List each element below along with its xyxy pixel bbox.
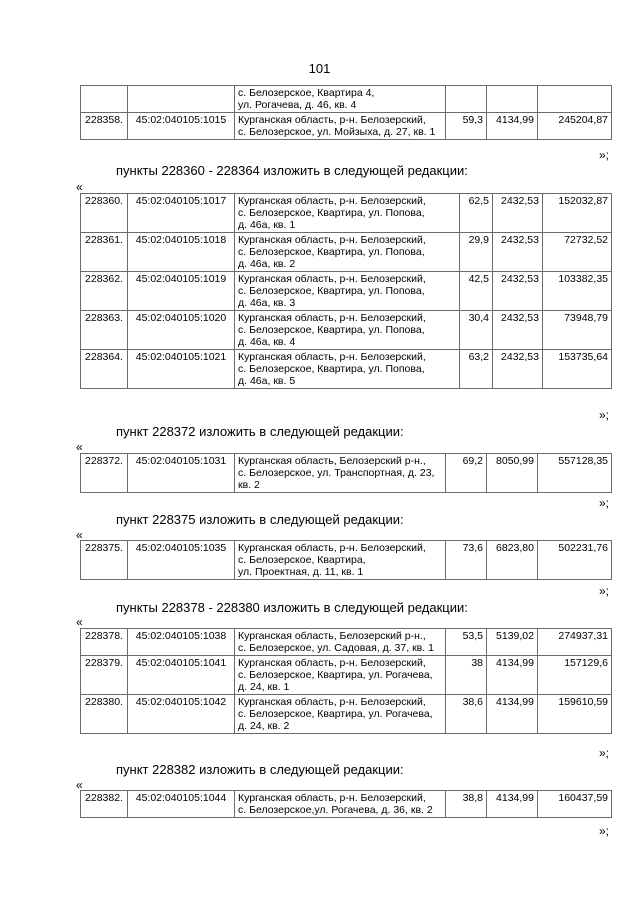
unit-price-cell: 4134,99 — [487, 695, 538, 734]
address-line: Курганская область, р-н. Белозерский, — [238, 542, 426, 554]
address-cell — [235, 233, 460, 272]
amendment-lead-228375: пункт 228375 изложить в следующей редакции: — [116, 512, 404, 527]
unit-price-cell — [487, 86, 538, 113]
table-row — [81, 233, 612, 272]
address-cell — [235, 113, 446, 140]
address-line: д. 46а, кв. 4 — [238, 336, 296, 348]
registry-table-4 — [80, 628, 612, 734]
amendment-lead-228360: пункты 228360 - 228364 изложить в следующей редакции: — [116, 163, 468, 178]
cadastral-value-cell: 72732,52 — [543, 233, 612, 272]
address-line: с. Белозерское, ул. Мойзыха, д. 27, кв. 1 — [238, 126, 436, 138]
unit-price-cell: 2432,53 — [493, 350, 543, 389]
cadastral-number-cell: 45:02:040105:1019 — [128, 272, 235, 311]
area-cell: 69,2 — [446, 454, 487, 493]
address-cell — [235, 272, 460, 311]
table-row — [81, 311, 612, 350]
table-row — [81, 656, 612, 695]
closing-quote: »; — [598, 148, 609, 162]
address-line: с. Белозерское, Квартира, ул. Рогачева, — [238, 669, 433, 681]
area-cell: 38 — [446, 656, 487, 695]
row-number-cell — [81, 86, 128, 113]
address-line: кв. 2 — [238, 479, 260, 491]
opening-quote: « — [76, 778, 83, 792]
table-row — [81, 791, 612, 818]
cadastral-number-cell: 45:02:040105:1035 — [128, 541, 235, 580]
area-cell: 30,4 — [460, 311, 493, 350]
address-line: Курганская область, р-н. Белозерский, — [238, 195, 426, 207]
table-row — [81, 629, 612, 656]
table-row — [81, 454, 612, 493]
cadastral-number-cell: 45:02:040105:1017 — [128, 194, 235, 233]
address-line: с. Белозерское, Квартира, ул. Попова, — [238, 363, 425, 375]
cadastral-number-cell: 45:02:040105:1038 — [128, 629, 235, 656]
unit-price-cell: 4134,99 — [487, 791, 538, 818]
address-line: д. 24, кв. 1 — [238, 681, 290, 693]
table-row — [81, 350, 612, 389]
cadastral-number-cell: 45:02:040105:1018 — [128, 233, 235, 272]
cadastral-value-cell: 103382,35 — [543, 272, 612, 311]
page-number: 101 — [308, 61, 331, 76]
cadastral-number-cell: 45:02:040105:1031 — [128, 454, 235, 493]
opening-quote: « — [76, 528, 83, 542]
address-line: д. 46а, кв. 2 — [238, 258, 296, 270]
table-row — [81, 695, 612, 734]
registry-table-3 — [80, 540, 612, 580]
address-line: ул. Рогачева, д. 46, кв. 4 — [238, 99, 357, 111]
row-number-cell: 228378. — [81, 629, 128, 656]
address-line: Курганская область, Белозерский р-н., — [238, 455, 426, 467]
cadastral-value-cell: 502231,76 — [538, 541, 612, 580]
address-line: с. Белозерское, ул. Транспортная, д. 23, — [238, 467, 435, 479]
address-line: с. Белозерское, Квартира, ул. Попова, — [238, 246, 425, 258]
opening-quote: « — [76, 615, 83, 629]
address-cell — [235, 194, 460, 233]
table-row — [81, 86, 612, 113]
unit-price-cell: 2432,53 — [493, 311, 543, 350]
opening-quote: « — [76, 440, 83, 454]
cadastral-number-cell: 45:02:040105:1041 — [128, 656, 235, 695]
area-cell: 73,6 — [446, 541, 487, 580]
unit-price-cell: 2432,53 — [493, 272, 543, 311]
cadastral-number-cell: 45:02:040105:1021 — [128, 350, 235, 389]
address-cell — [235, 629, 446, 656]
cadastral-value-cell: 159610,59 — [538, 695, 612, 734]
address-cell — [235, 86, 446, 113]
row-number-cell: 228379. — [81, 656, 128, 695]
row-number-cell: 228362. — [81, 272, 128, 311]
address-line: с. Белозерское, Квартира, ул. Попова, — [238, 285, 425, 297]
unit-price-cell: 2432,53 — [493, 233, 543, 272]
row-number-cell: 228364. — [81, 350, 128, 389]
unit-price-cell: 5139,02 — [487, 629, 538, 656]
cadastral-value-cell: 245204,87 — [538, 113, 612, 140]
table-row — [81, 541, 612, 580]
address-line: ул. Проектная, д. 11, кв. 1 — [238, 566, 364, 578]
area-cell: 38,8 — [446, 791, 487, 818]
amendment-lead-228382: пункт 228382 изложить в следующей редакции: — [116, 762, 404, 777]
cadastral-value-cell: 557128,35 — [538, 454, 612, 493]
cadastral-number-cell: 45:02:040105:1015 — [128, 113, 235, 140]
cadastral-value-cell: 274937,31 — [538, 629, 612, 656]
registry-table-2 — [80, 453, 612, 493]
address-line: Курганская область, р-н. Белозерский, — [238, 792, 426, 804]
address-cell — [235, 656, 446, 695]
row-number-cell: 228358. — [81, 113, 128, 140]
area-cell: 59,3 — [446, 113, 487, 140]
cadastral-number-cell: 45:02:040105:1044 — [128, 791, 235, 818]
address-line: с. Белозерское, ул. Садовая, д. 37, кв. 1 — [238, 642, 434, 654]
cadastral-value-cell: 73948,79 — [543, 311, 612, 350]
address-line: Курганская область, р-н. Белозерский, — [238, 114, 426, 126]
registry-table-1 — [80, 193, 612, 389]
row-number-cell: 228375. — [81, 541, 128, 580]
address-line: д. 46а, кв. 3 — [238, 297, 296, 309]
row-number-cell: 228372. — [81, 454, 128, 493]
address-cell — [235, 791, 446, 818]
cadastral-number-cell: 45:02:040105:1020 — [128, 311, 235, 350]
cadastral-value-cell — [538, 86, 612, 113]
unit-price-cell: 2432,53 — [493, 194, 543, 233]
row-number-cell: 228360. — [81, 194, 128, 233]
area-cell: 29,9 — [460, 233, 493, 272]
address-line: д. 46а, кв. 1 — [238, 219, 296, 231]
table-row — [81, 272, 612, 311]
cadastral-value-cell: 152032,87 — [543, 194, 612, 233]
address-line: Курганская область, р-н. Белозерский, — [238, 696, 426, 708]
address-cell — [235, 695, 446, 734]
unit-price-cell: 4134,99 — [487, 113, 538, 140]
registry-table-0 — [80, 85, 612, 140]
cadastral-number-cell — [128, 86, 235, 113]
area-cell: 38,6 — [446, 695, 487, 734]
closing-quote: »; — [598, 496, 609, 510]
address-line: с. Белозерское,ул. Рогачева, д. 36, кв. 2 — [238, 804, 433, 816]
address-line: Курганская область, р-н. Белозерский, — [238, 657, 426, 669]
registry-table-5 — [80, 790, 612, 818]
row-number-cell: 228363. — [81, 311, 128, 350]
address-cell — [235, 541, 446, 580]
row-number-cell: 228380. — [81, 695, 128, 734]
unit-price-cell: 6823,80 — [487, 541, 538, 580]
address-line: Курганская область, Белозерский р-н., — [238, 630, 426, 642]
cadastral-number-cell: 45:02:040105:1042 — [128, 695, 235, 734]
area-cell: 42,5 — [460, 272, 493, 311]
address-line: Курганская область, р-н. Белозерский, — [238, 312, 426, 324]
cadastral-value-cell: 160437,59 — [538, 791, 612, 818]
unit-price-cell: 4134,99 — [487, 656, 538, 695]
area-cell: 63,2 — [460, 350, 493, 389]
closing-quote: »; — [598, 824, 609, 838]
address-cell — [235, 311, 460, 350]
area-cell: 53,5 — [446, 629, 487, 656]
amendment-lead-228378: пункты 228378 - 228380 изложить в следующей редакции: — [116, 600, 468, 615]
cadastral-value-cell: 153735,64 — [543, 350, 612, 389]
address-line: Курганская область, р-н. Белозерский, — [238, 234, 426, 246]
amendment-lead-228372: пункт 228372 изложить в следующей редакции: — [116, 424, 404, 439]
area-cell: 62,5 — [460, 194, 493, 233]
address-line: Курганская область, р-н. Белозерский, — [238, 351, 426, 363]
closing-quote: »; — [598, 746, 609, 760]
cadastral-value-cell: 157129,6 — [538, 656, 612, 695]
closing-quote: »; — [598, 584, 609, 598]
address-cell — [235, 350, 460, 389]
table-row — [81, 113, 612, 140]
address-line: д. 46а, кв. 5 — [238, 375, 296, 387]
address-line: с. Белозерское, Квартира, ул. Попова, — [238, 324, 425, 336]
address-line: Курганская область, р-н. Белозерский, — [238, 273, 426, 285]
opening-quote: « — [76, 180, 83, 194]
closing-quote: »; — [598, 408, 609, 422]
address-line: д. 24, кв. 2 — [238, 720, 290, 732]
address-line: с. Белозерское, Квартира, ул. Рогачева, — [238, 708, 433, 720]
table-row — [81, 194, 612, 233]
address-line: с. Белозерское, Квартира 4, — [238, 87, 375, 99]
row-number-cell: 228382. — [81, 791, 128, 818]
unit-price-cell: 8050,99 — [487, 454, 538, 493]
address-cell — [235, 454, 446, 493]
row-number-cell: 228361. — [81, 233, 128, 272]
area-cell — [446, 86, 487, 113]
address-line: с. Белозерское, Квартира, — [238, 554, 366, 566]
address-line: с. Белозерское, Квартира, ул. Попова, — [238, 207, 425, 219]
